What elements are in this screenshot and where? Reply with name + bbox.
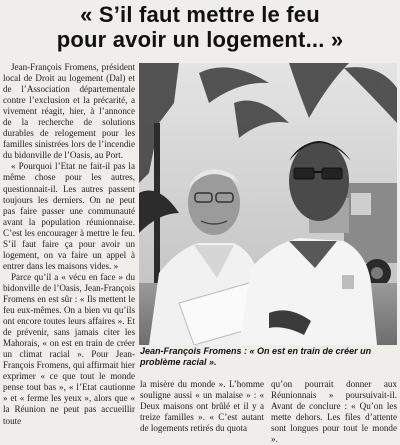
article-paragraph-right: qu’on pourrait donner aux Réunionnais » poursuivait-il. Avant de conclure : « Qu’on les mette dehors. Les files d’attente sont longues pour tout le monde ». bbox=[271, 379, 397, 445]
article-column-middle bbox=[140, 379, 264, 434]
press-photo-image bbox=[139, 63, 397, 345]
caption-name: Jean-François Fromens : bbox=[140, 346, 248, 356]
article-column-right bbox=[271, 379, 397, 445]
article-paragraph-2: « Pourquoi l’Etat ne fait-il pas la même chose pour les autres, questionnait-il. Les autres passent toujours les derniers. On ne peut pas faire passer une communauté avant la population réunionnaise. C’est les encourager à mettre le feu. S’il faut faire ça pour avoir un logement, on va faire un appel à entrer dans les maisons vides. » bbox=[3, 161, 135, 271]
headline-line-2: pour avoir un logement... » bbox=[56, 27, 344, 52]
article-paragraph-1: Jean-François Fromens, président local de Droit au logement (Dal) et de l’Association départementale contre l’exclusion et la précarité, a vivement réagit, hier, à l’annonce de la recherche de solutions durables de relogement pour les familles sinistrées lors de l’incendie du bidonville de l’Oasis, au Port. bbox=[3, 62, 135, 161]
caption-quote: « On est en train de créer un problème racial ». bbox=[140, 346, 372, 367]
article-paragraph-mid: la misère du monde ». L’homme souligne aussi « un malaise » : « Deux maisons ont brûlé et il y a treize familles ». « C’est autant de logements retirés du quota bbox=[140, 379, 264, 434]
photo-caption bbox=[140, 346, 396, 368]
article-column-left bbox=[3, 62, 135, 427]
press-photo bbox=[139, 63, 397, 345]
headline bbox=[0, 2, 400, 52]
article-paragraph-3: Parce qu’il a « vécu en face » du bidonville de l’Oasis, Jean-François Fromens en est sûr : « Ils mettent le feu eux-mêmes. On a bien vu qu’ils ont encore toutes leurs affaires ». Et de prévenir, sans jamais citer les Mahorais, « on est en train de créer un climat racial ». Pour Jean-François Fromens, qui affirmait hier exprimer « ce que tout le monde pense tout bas », « l’Etat cautionne » et « ferme les yeux », alors que « la Réunion ne peut pas accueillir toute bbox=[3, 271, 135, 426]
headline-line-1: « S’il faut mettre le feu bbox=[80, 2, 320, 27]
